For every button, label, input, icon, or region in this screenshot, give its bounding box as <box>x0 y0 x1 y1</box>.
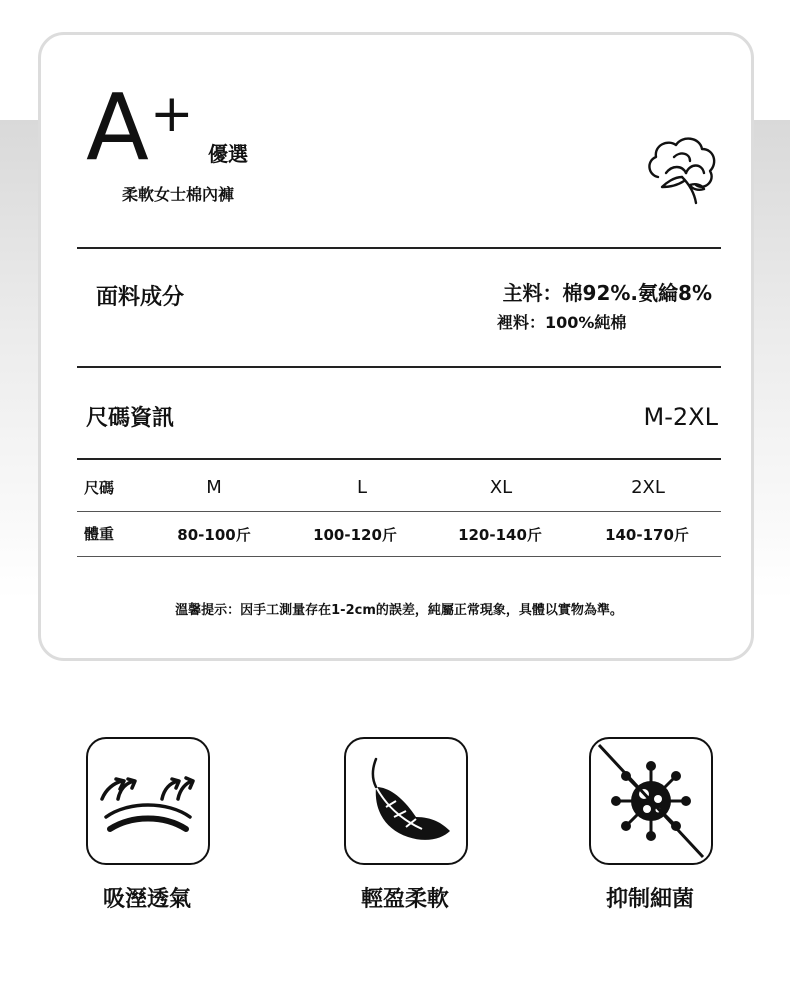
table-top-line <box>77 458 721 460</box>
product-subtitle: 柔軟女士棉內褲 <box>122 185 235 204</box>
grade-plus: + <box>150 84 194 144</box>
breathable-arrows-icon <box>88 739 208 863</box>
table-bottom-line <box>77 556 721 557</box>
fabric-lining: 裡料：100%純棉 <box>497 313 627 332</box>
weight-cell: 120-140斤 <box>458 526 542 544</box>
weight-row-label: 體重 <box>84 525 115 543</box>
feature-label-light: 輕盈柔軟 <box>360 887 449 912</box>
product-info-card <box>38 32 754 661</box>
cotton-icon <box>644 133 720 209</box>
size-range: M-2XL <box>643 403 718 431</box>
table-mid-line <box>77 511 721 512</box>
feature-box-antibacterial <box>589 737 713 865</box>
feature-box-light <box>344 737 468 865</box>
size-cell: XL <box>489 477 513 498</box>
feature-label-antibacterial: 抑制細菌 <box>605 887 694 912</box>
divider-fabric <box>77 366 721 368</box>
divider-top <box>77 247 721 249</box>
grade-letter: A <box>86 74 145 181</box>
no-bacteria-icon <box>591 739 711 863</box>
feature-label-breathable: 吸溼透氣 <box>102 887 191 912</box>
feature-box-breathable <box>86 737 210 865</box>
size-cell: 2XL <box>631 477 665 498</box>
feather-icon <box>346 739 466 863</box>
measurement-tip: 溫馨提示：因手工測量存在1-2cm的誤差，純屬正常現象，具體以實物為準。 <box>175 603 623 618</box>
weight-cell: 140-170斤 <box>605 526 689 544</box>
fabric-main: 主料：棉92%.氨綸8% <box>502 281 712 305</box>
fabric-title: 面料成分 <box>96 285 185 310</box>
weight-cell: 100-120斤 <box>313 526 397 544</box>
grade-tag: 優選 <box>208 142 248 166</box>
size-cell: M <box>206 477 222 498</box>
size-info-title: 尺碼資訊 <box>86 406 175 431</box>
weight-cell: 80-100斤 <box>177 526 251 544</box>
size-row-label: 尺碼 <box>84 479 115 497</box>
size-cell: L <box>356 477 368 498</box>
